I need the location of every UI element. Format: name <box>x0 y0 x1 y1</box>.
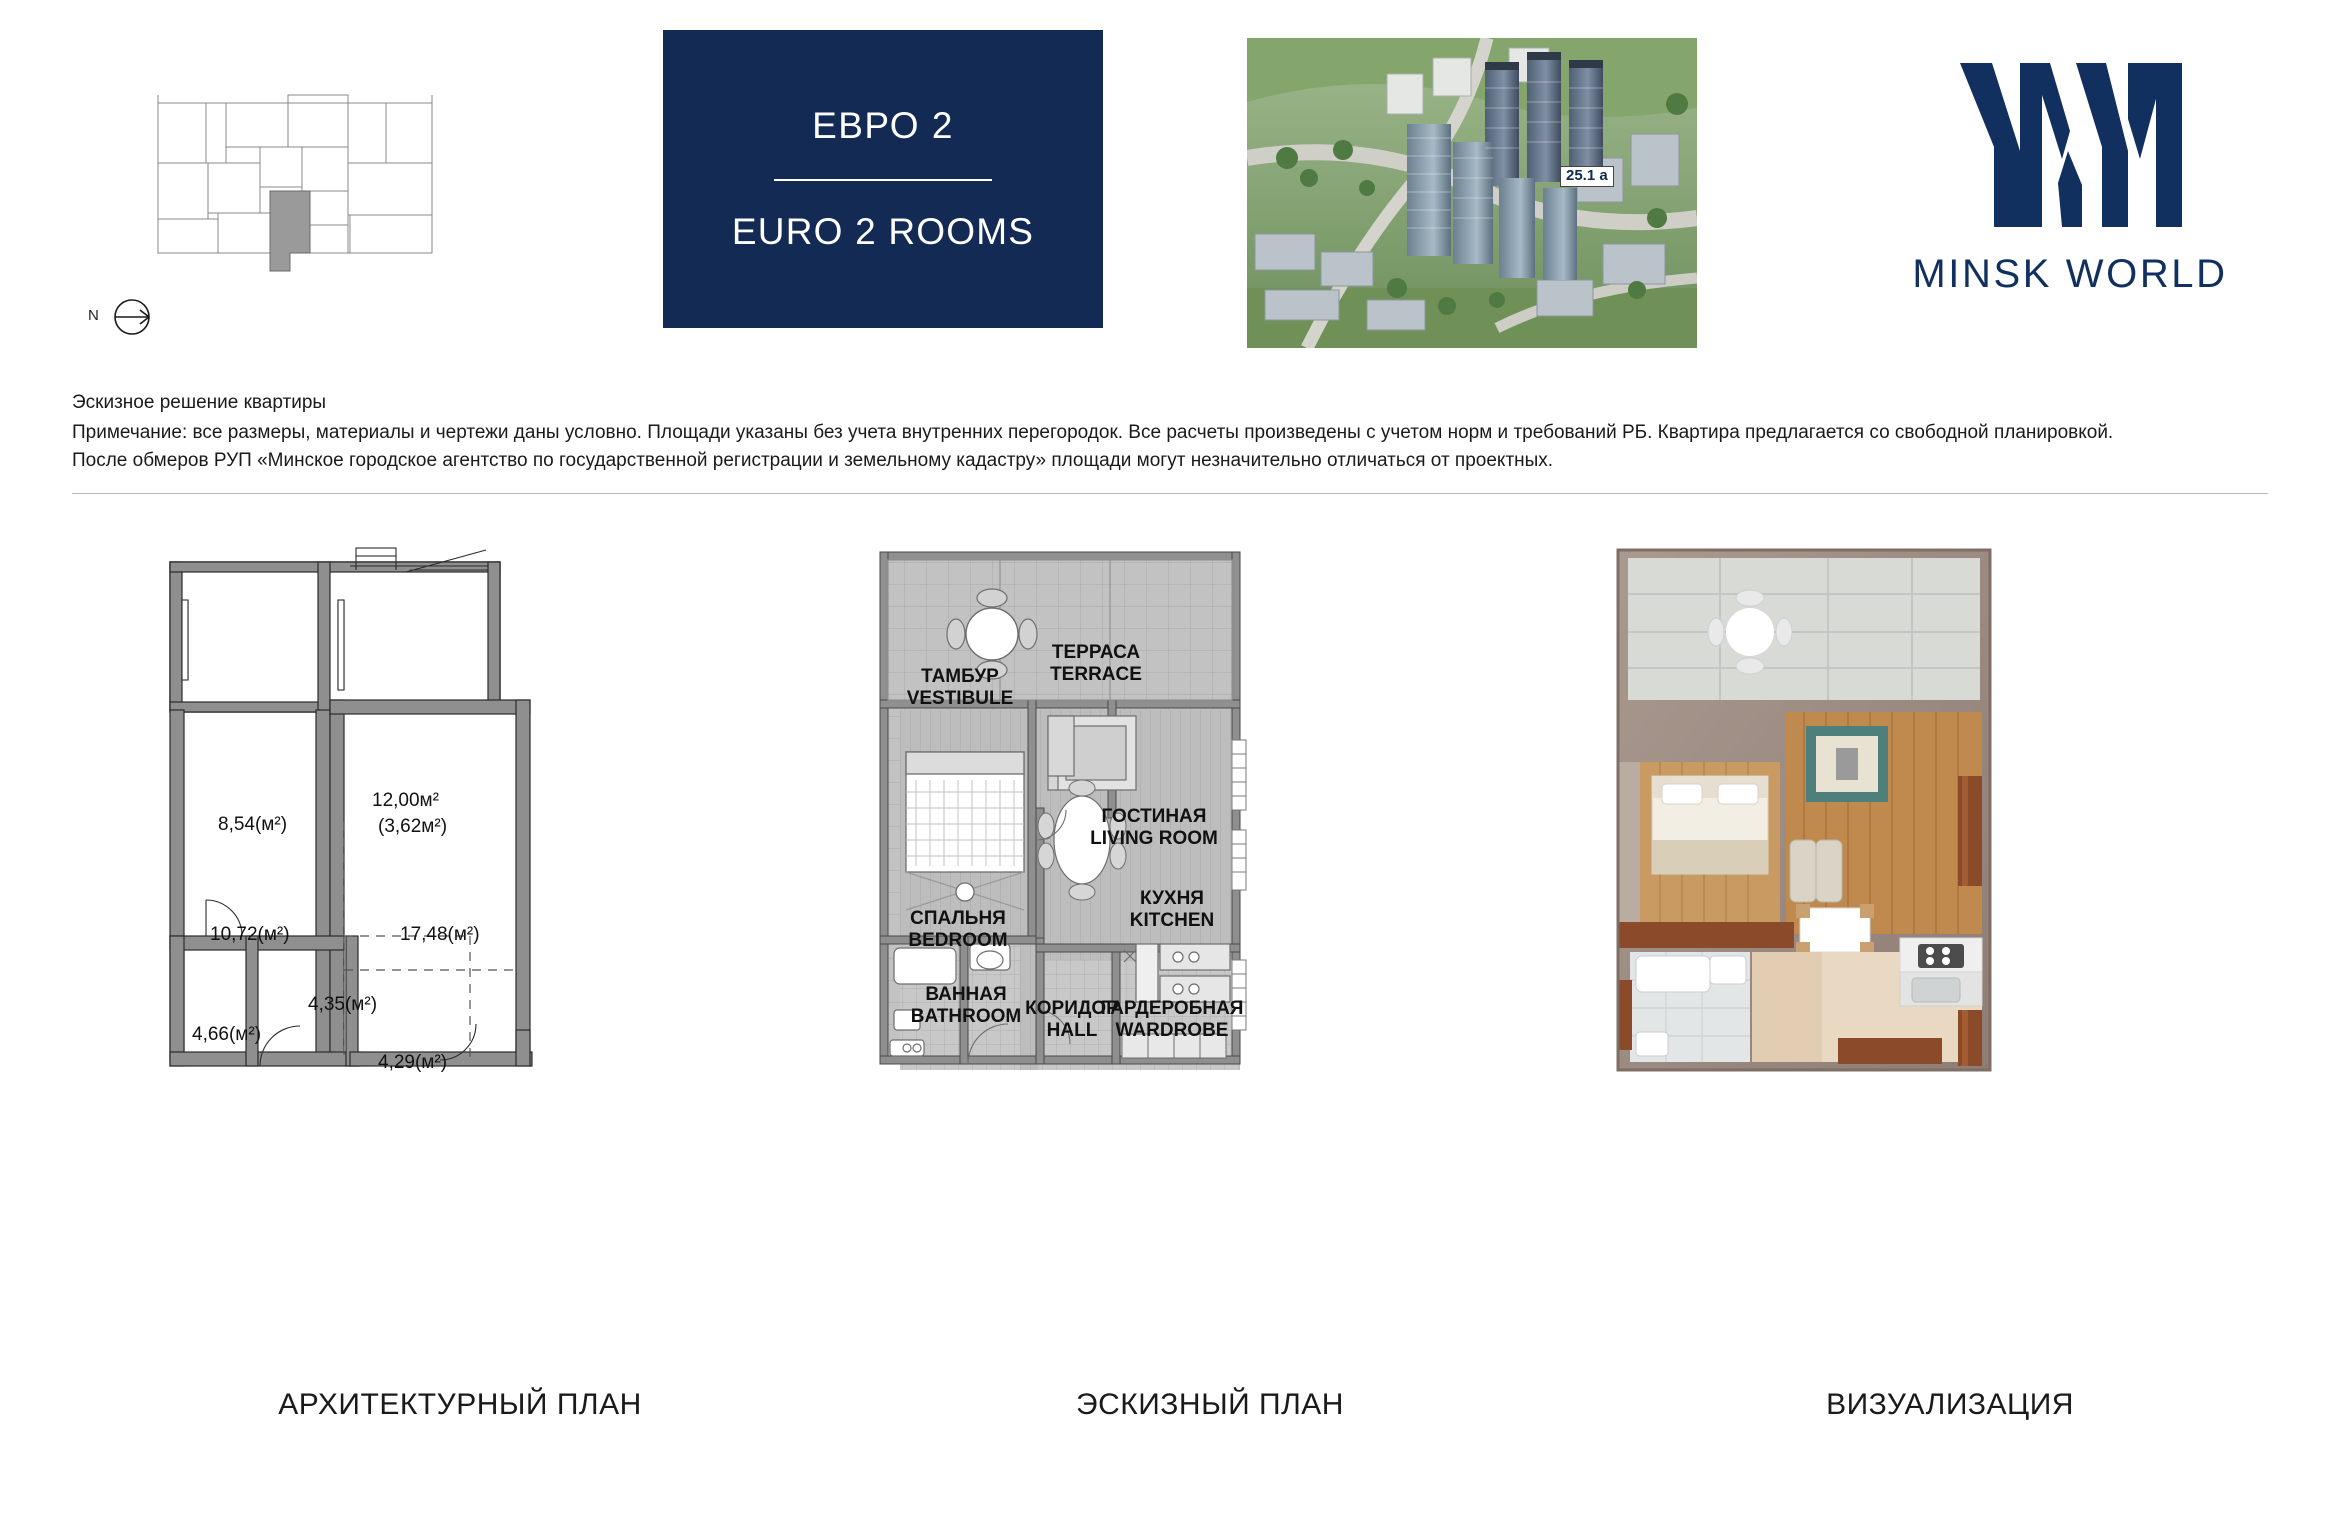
room-label-bathroom-ru: ВАННАЯ <box>925 984 1007 1005</box>
title-divider <box>774 179 992 181</box>
caption-sketch: ЭСКИЗНЫЙ ПЛАН <box>1076 1388 1344 1421</box>
area-label-3: 10,72(м²) <box>210 924 290 945</box>
brand-logo <box>1870 55 2270 297</box>
area-label-5: 4,35(м²) <box>308 994 378 1015</box>
panel-sketch-plan <box>860 540 1560 1460</box>
key-plan-thumbnail <box>150 85 440 275</box>
header-divider <box>72 493 2268 494</box>
architectural-plan-drawing <box>110 540 810 1350</box>
caption-architectural: АРХИТЕКТУРНЫЙ ПЛАН <box>278 1388 642 1421</box>
room-label-terrace-ru: ТЕРРАСА <box>1051 642 1141 663</box>
notes-line-2: После обмеров РУП «Минское городское агентство по государственной регистрации и земельному кадастру» площади могут незначительно отличаться от проектных. <box>72 449 1554 471</box>
brand-name: MINSK WORLD <box>1912 252 2228 296</box>
caption-visualization: ВИЗУАЛИЗАЦИЯ <box>1826 1388 2074 1421</box>
plans-row <box>0 540 2338 1460</box>
area-label-6: 4,66(м²) <box>192 1024 262 1045</box>
title-russian: ЕВРО 2 <box>812 105 954 146</box>
room-label-terrace-en: TERRACE <box>1050 664 1142 685</box>
room-label-hall-ru: КОРИДОР <box>1025 998 1119 1019</box>
area-label-0: 8,54(м²) <box>218 814 288 835</box>
title-card <box>663 30 1103 328</box>
room-label-hall-en: HALL <box>1046 1020 1098 1041</box>
area-label-2: (3,62м²) <box>378 816 448 837</box>
room-label-living-ru: ГОСТИНАЯ <box>1101 806 1207 827</box>
room-label-living-en: LIVING ROOM <box>1090 828 1218 849</box>
room-label-vestibule-ru: ТАМБУР <box>921 666 999 687</box>
room-label-bedroom-en: BEDROOM <box>908 930 1008 951</box>
room-label-kitchen-en: KITCHEN <box>1129 910 1215 931</box>
room-label-bedroom-ru: СПАЛЬНЯ <box>910 908 1006 929</box>
notes-block <box>72 392 2272 474</box>
visualization-render <box>1600 540 2300 1350</box>
area-label-7: 4,29(м²) <box>378 1052 448 1073</box>
sketch-plan-drawing <box>860 540 1560 1350</box>
mw-monogram-icon <box>1950 55 2190 235</box>
document-header <box>0 0 2338 370</box>
panel-architectural-plan <box>110 540 810 1460</box>
aerial-location-badge: 25.1 а <box>1560 166 1614 187</box>
area-label-1: 12,00м² <box>372 790 439 811</box>
compass-north-label: N <box>88 307 99 324</box>
room-label-vestibule-en: VESTIBULE <box>906 688 1014 709</box>
notes-title: Эскизное решение квартиры <box>72 392 327 413</box>
room-label-bathroom-en: BATHROOM <box>910 1006 1022 1027</box>
area-label-4: 17,48(м²) <box>400 924 480 945</box>
compass-rose <box>88 295 158 339</box>
notes-line-1: Примечание: все размеры, материалы и чертежи даны условно. Площади указаны без учета внутренних перегородок. Все расчеты произведены с учетом норм и требований РБ. Квартира предлагается со свободной планировкой. <box>72 422 2114 443</box>
room-label-wardrobe-ru: ГАРДЕРОБНАЯ <box>1100 998 1244 1019</box>
aerial-complex-photo <box>1247 38 1697 348</box>
panel-visualization <box>1600 540 2300 1460</box>
title-english: EURO 2 ROOMS <box>731 211 1035 252</box>
room-label-kitchen-ru: КУХНЯ <box>1140 888 1204 909</box>
room-label-wardrobe-en: WARDROBE <box>1115 1020 1229 1041</box>
